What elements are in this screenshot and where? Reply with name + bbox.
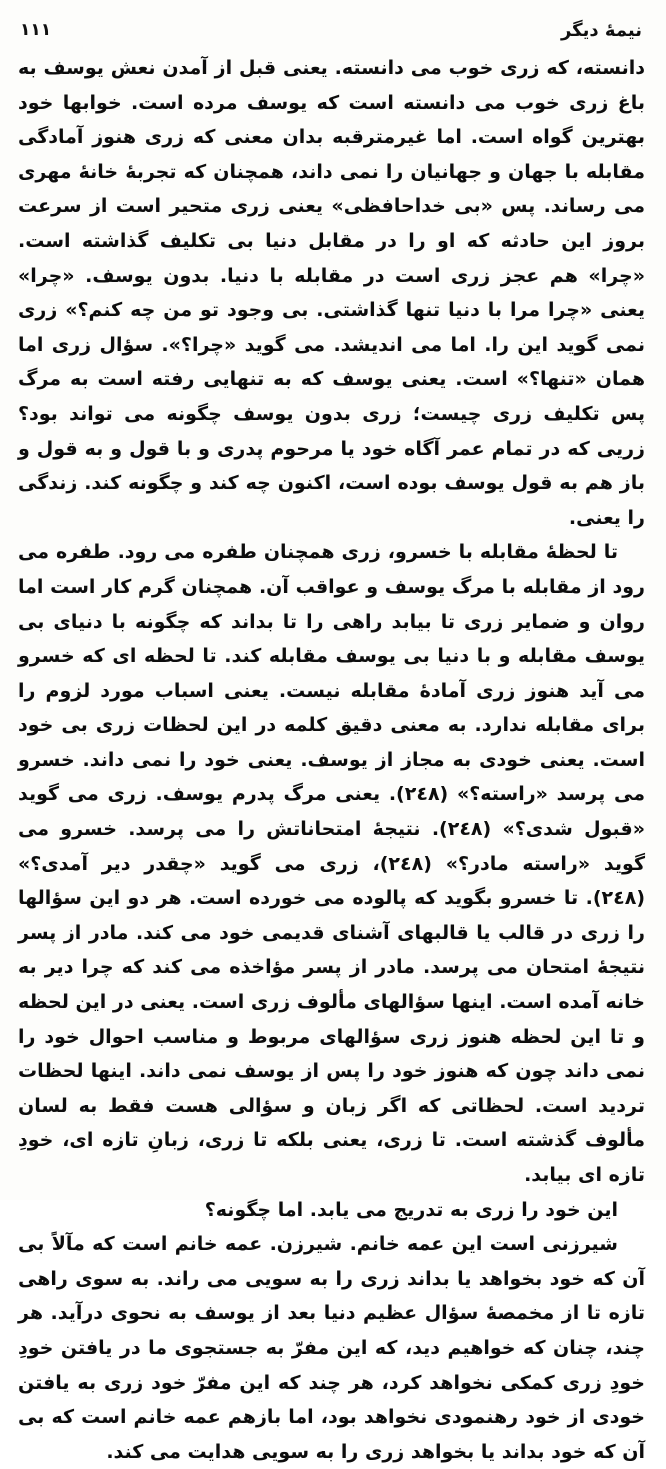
paragraph-4: شیرزنی است این عمه خانم. شیرزن. عمه خانم است که مآلاً بی آن که خود بخواهد یا بداند زری را به سویی می راند. به سوی راهی تازه تا از مخمصهٔ سؤال عظیم دنیا بعد از یوسف به نحوی درآید. هر چند، چنان که خواهیم دید، که این مفرّ به جستجوی ما در یافتن خودِ خودِ زری کمکی نخواهد کرد، هر چند که این مفرّ خود زری به یافتن خودی از خود رهنمودی نخواهد بود، اما بازهم عمه خانم است که بی آن که خود بداند یا بخواهد زری را به سویی هدایت می کند. xyxy=(18,1233,645,1463)
paragraph-1: دانسته، که زری خوب می دانسته. یعنی قبل از آمدن نعش یوسف به باغ زری خوب می دانسته است که یوسف مرده است. خوابها خود بهترین گواه است. اما غیرمترقبه بدان معنی که زری هنوز آمادگی مقابله با جهان و جهانیان را نمی داند، همچنان که تجربهٔ خانهٔ مهری می رساند. پس «بی خداحافظی» یعنی زری متحیر است از سرعت بروز این حادثه که او را در مقابل دنیا بی تکلیف گذاشته است. «چرا» هم عجز زری است در مقابله با دنیا. بدون یوسف. «چرا» یعنی «چرا مرا با دنیا تنها گذاشتی. بی وجود تو من چه کنم؟» زری نمی گوید این را. اما می اندیشد. می گوید «چرا؟». سؤال زری اما همان «تنها؟» است. یعنی یوسف که به تنهایی رفته است به مرگ پس تکلیف زری چیست؛ زری بدون یوسف چگونه می تواند بود؟ زریی که در تمام عمر آگاه خود یا مرحوم پدری و با قول و به قول و باز هم به قول یوسف بوده است، اکنون چه کند و چگونه کند. زندگی را یعنی. xyxy=(18,57,645,529)
page-header xyxy=(0,0,666,41)
paragraph-3: این خود را زری به تدریج می یابد. اما چگونه؟ xyxy=(204,1198,618,1221)
page-number: ۱۱۱ xyxy=(20,20,52,40)
page-body xyxy=(0,41,666,1469)
paragraph-2: تا لحظهٔ مقابله با خسرو، زری همچنان طفره می رود. طفره می رود از مقابله با مرگ یوسف و عواقب آن. همچنان گرم کار است اما روان و ضمایر زری تا بیابد راهی را تا بداند که چگونه با دنیای بی یوسف مقابله و با دنیا بی یوسف مقابله کند. تا لحظه ای که خسرو می آید هنوز زری آمادهٔ مقابله نیست. یعنی اسباب مورد لزوم را برای مقابله ندارد. به معنی دقیق کلمه در این لحظات زری بی خود است. یعنی خودی به مجاز از یوسف. یعنی خود را نمی داند. خسرو می پرسد «راسته؟» (۲٤۸). یعنی مرگ پدرم یوسف. زری می گوید «قبول شدی؟» (۲٤۸). نتیجهٔ امتحاناتش را می پرسد. خسرو می گوید «راسته مادر؟» (۲٤۸)، زری می گوید «چقدر دیر آمدی؟» (۲٤۸). تا خسرو بگوید که پالوده می خورده است. هر دو این سؤالها را زری در قالب یا قالبهای آشنای قدیمی خود می کند. مادر از پسر نتیجهٔ امتحان می پرسد. مادر از پسر مؤاخذه می کند که چرا دیر به خانه آمده است. اینها سؤالهای مألوف زری است. یعنی در این لحظه و تا این لحظه هنوز زری سؤالهای مربوط و مناسب احوال خود را نمی داند چون که هنوز خود را پس از یوسف نمی داند. اینها لحظات تردید است. لحظاتی که اگر زبان و سؤالی هست فقط به لسان مألوف گذشته است. تا زری، یعنی بلکه تا زری، زبانِ تازه ای، خودِ تازه ای بیابد. xyxy=(18,541,645,1186)
running-title: نیمهٔ دیگر xyxy=(560,20,642,41)
